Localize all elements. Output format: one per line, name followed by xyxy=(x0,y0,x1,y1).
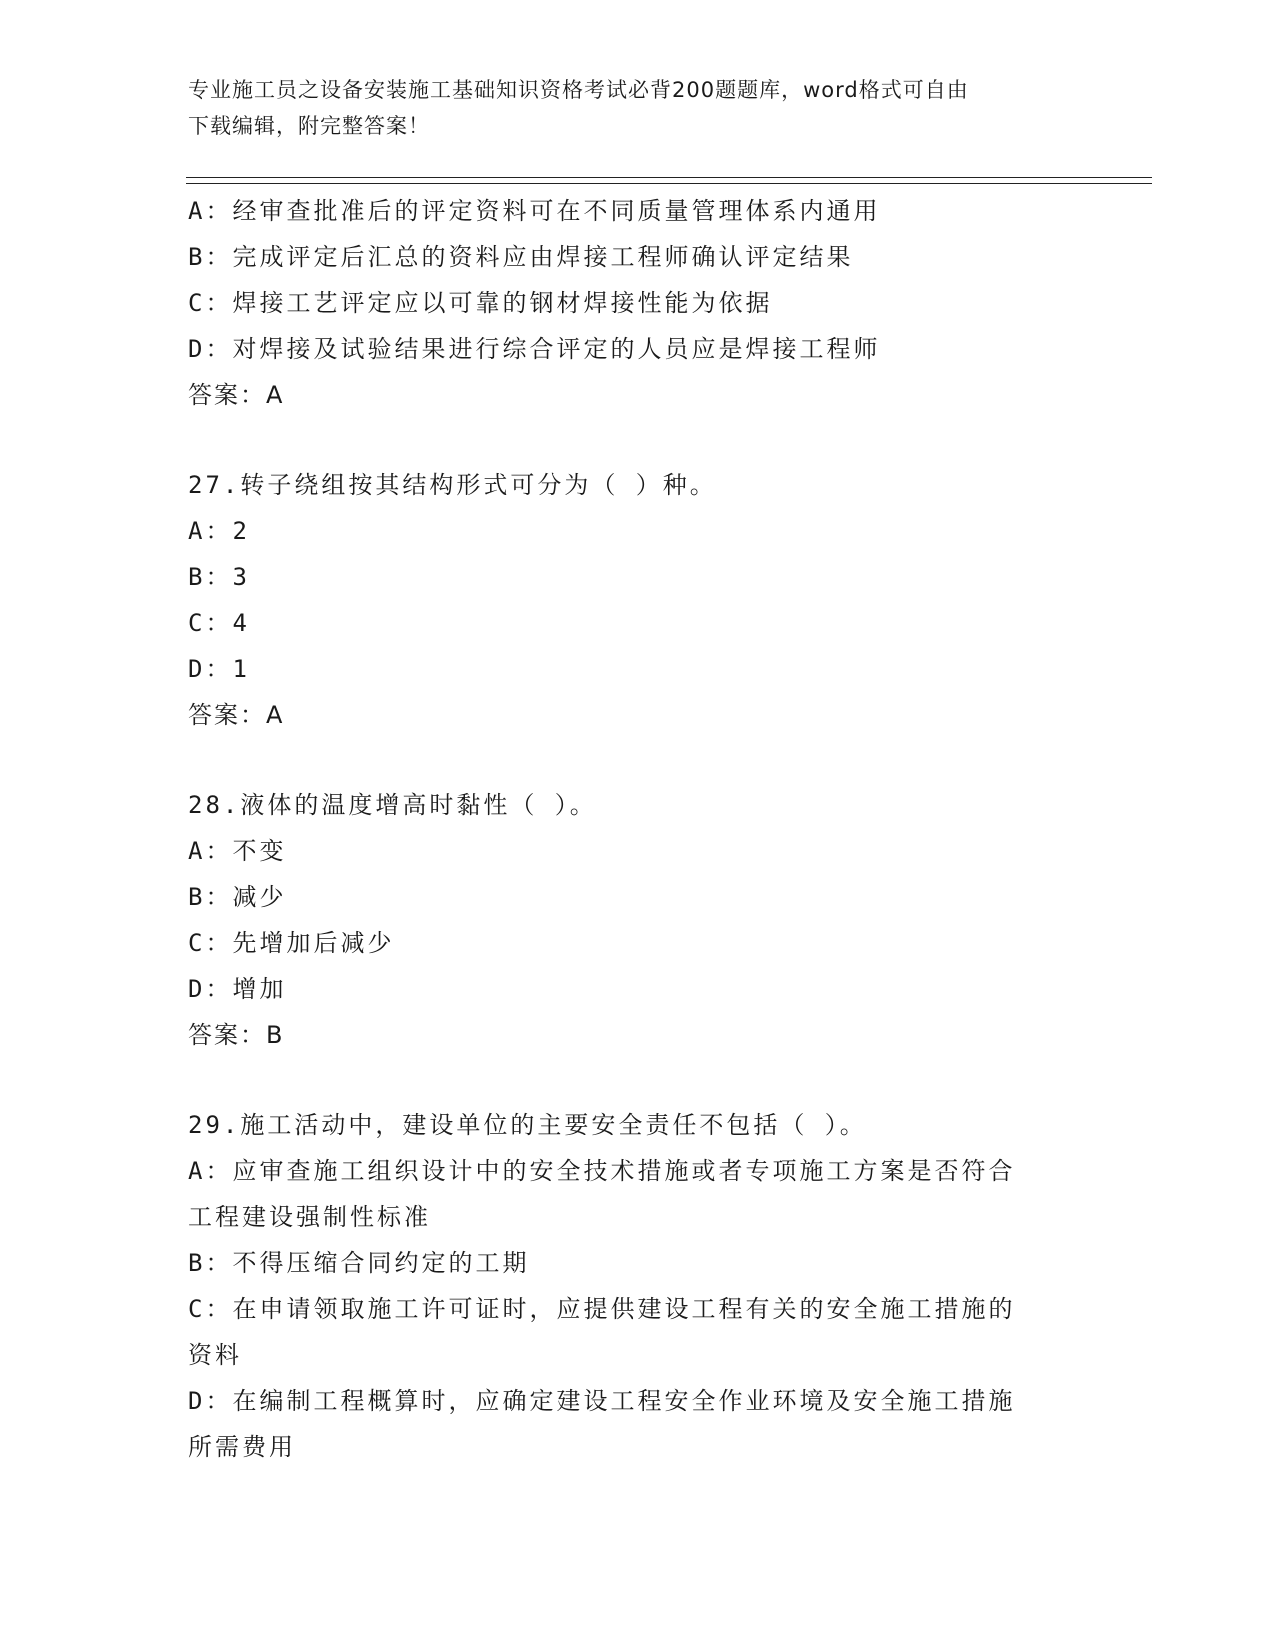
question-29 xyxy=(188,1102,1088,1470)
option-c: C：焊接工艺评定应以可靠的钢材焊接性能为依据 xyxy=(188,289,773,317)
option-c: C：4 xyxy=(188,609,250,637)
question-28 xyxy=(188,782,1088,1058)
option-a: A：经审查批准后的评定资料可在不同质量管理体系内通用 xyxy=(188,197,881,225)
option-d: D：1 xyxy=(188,655,250,683)
answer-label: 答案：A xyxy=(188,381,285,409)
page-header xyxy=(188,72,1068,144)
answer-label: 答案：A xyxy=(188,701,285,729)
option-b: B：3 xyxy=(188,563,250,591)
option-b: B：减少 xyxy=(188,883,287,911)
option-b: B：完成评定后汇总的资料应由焊接工程师确认评定结果 xyxy=(188,243,854,271)
spacer xyxy=(188,418,1088,462)
question-text: 27.转子绕组按其结构形式可分为（ ）种。 xyxy=(188,471,717,499)
option-c: C：先增加后减少 xyxy=(188,929,395,957)
option-d: D：增加 xyxy=(188,975,287,1003)
question-text: 29.施工活动中，建设单位的主要安全责任不包括（ ）。 xyxy=(188,1111,867,1139)
question-list xyxy=(188,188,1088,1470)
option-d-continued: 所需费用 xyxy=(188,1433,296,1461)
option-b: B：不得压缩合同约定的工期 xyxy=(188,1249,530,1277)
header-line-1: 专业施工员之设备安装施工基础知识资格考试必背200题题库，word格式可自由 xyxy=(188,78,969,102)
question-27 xyxy=(188,462,1088,738)
option-a: A：不变 xyxy=(188,837,287,865)
spacer xyxy=(188,1058,1088,1102)
header-line-2: 下载编辑，附完整答案！ xyxy=(188,114,430,138)
question-26 xyxy=(188,188,1088,418)
option-d: D：在编制工程概算时，应确定建设工程安全作业环境及安全施工措施 xyxy=(188,1387,1016,1415)
option-a: A：2 xyxy=(188,517,250,545)
option-a: A：应审查施工组织设计中的安全技术措施或者专项施工方案是否符合 xyxy=(188,1157,1016,1185)
answer-label: 答案：B xyxy=(188,1021,285,1049)
option-a-continued: 工程建设强制性标准 xyxy=(188,1203,431,1231)
spacer xyxy=(188,738,1088,782)
option-c-continued: 资料 xyxy=(188,1341,242,1369)
option-c: C：在申请领取施工许可证时，应提供建设工程有关的安全施工措施的 xyxy=(188,1295,1016,1323)
option-d: D：对焊接及试验结果进行综合评定的人员应是焊接工程师 xyxy=(188,335,881,363)
question-text: 28.液体的温度增高时黏性（ ）。 xyxy=(188,791,597,819)
header-divider xyxy=(186,177,1152,184)
